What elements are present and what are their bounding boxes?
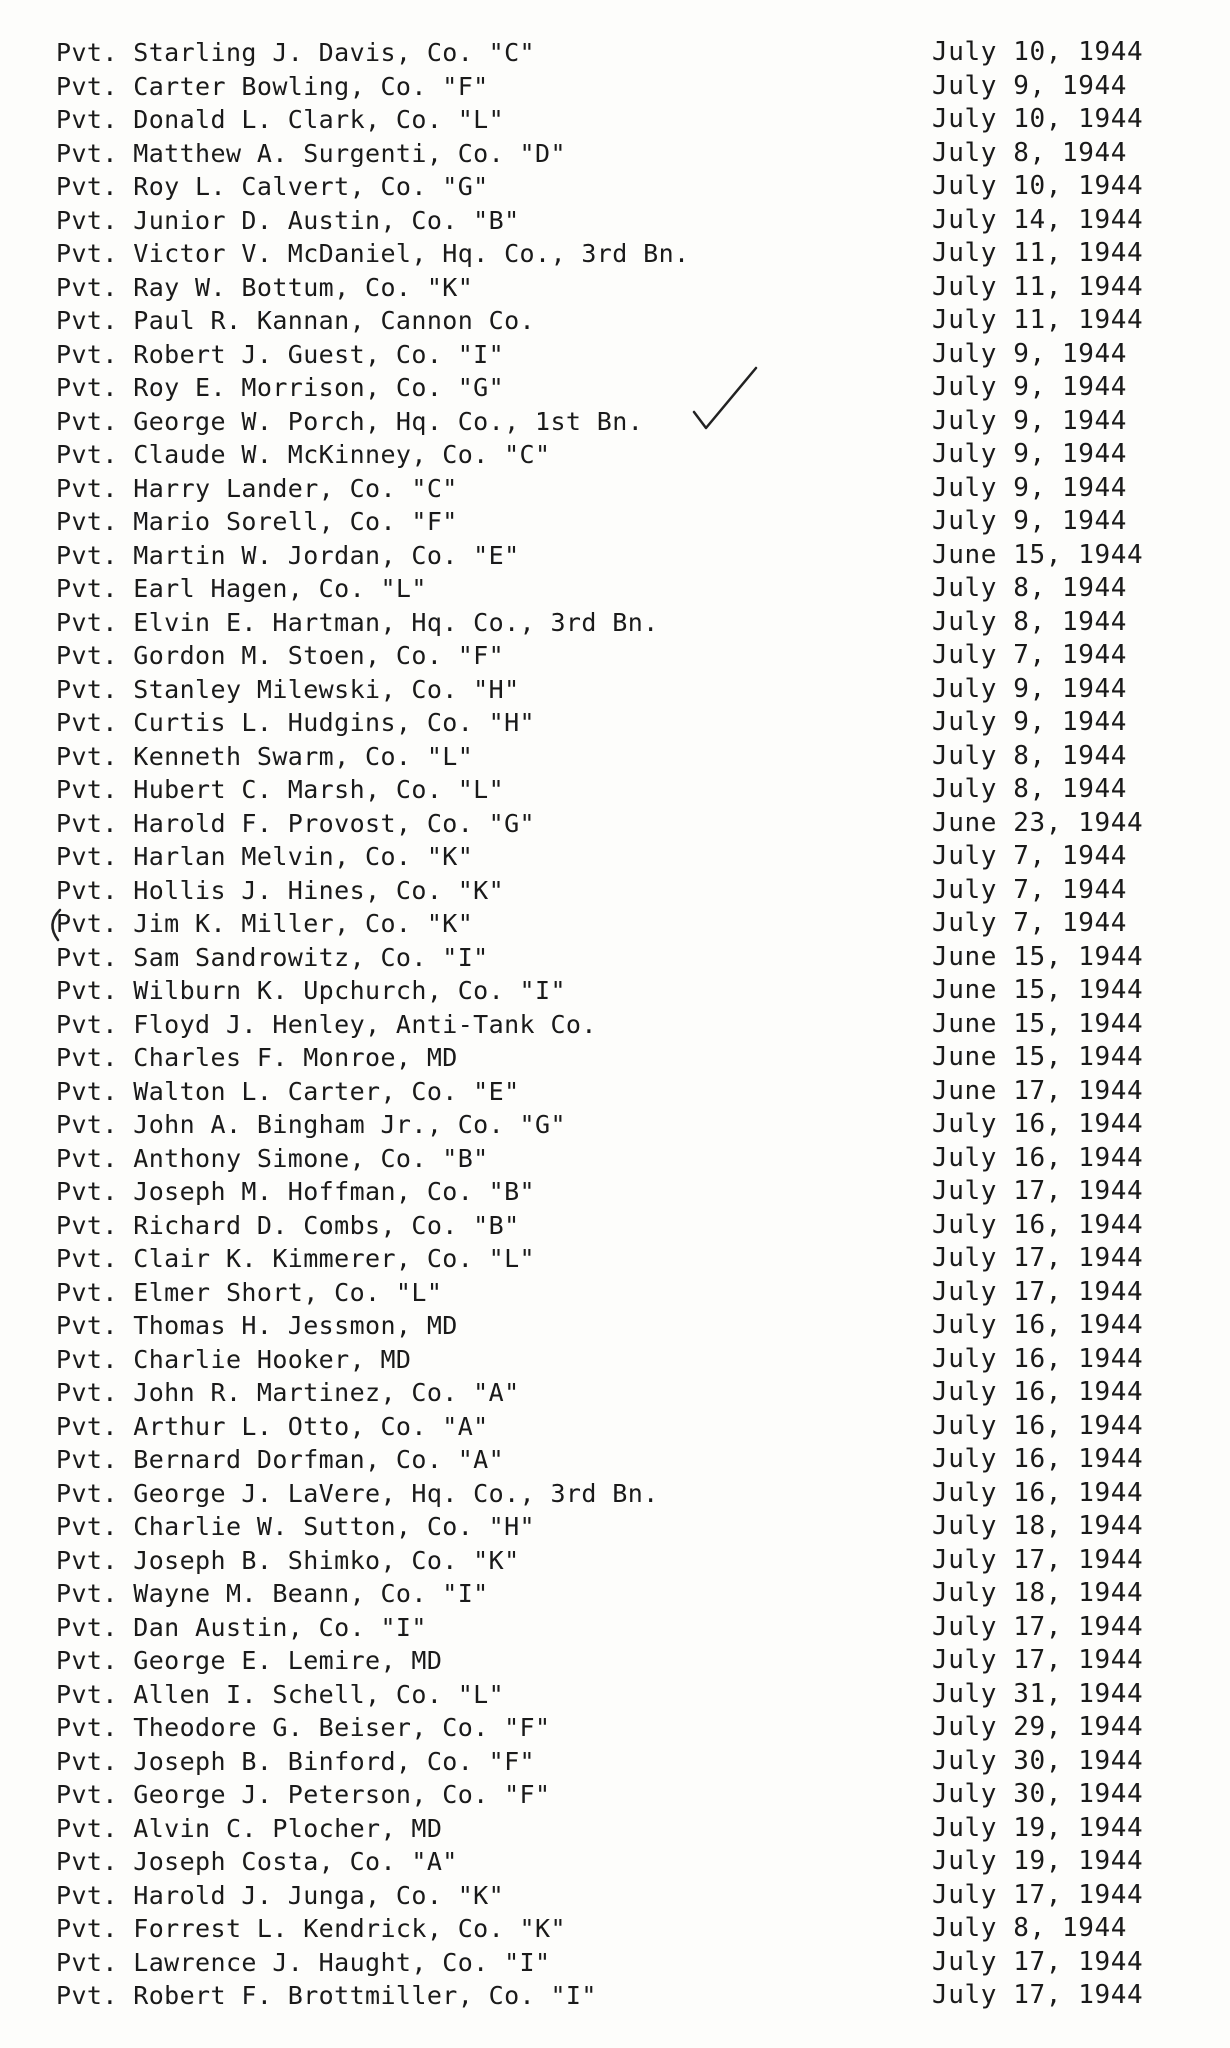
roster-row xyxy=(56,338,1176,372)
soldier-name: Pvt. Wilburn K. Upchurch, Co. "I" xyxy=(56,976,566,1005)
casualty-date: July 17, 1944 xyxy=(932,1879,1144,1910)
casualty-date: June 23, 1944 xyxy=(932,807,1144,838)
soldier-name: Pvt. Bernard Dorfman, Co. "A" xyxy=(56,1445,505,1474)
roster-row xyxy=(56,103,1176,137)
roster-row xyxy=(56,137,1176,171)
soldier-name: Pvt. George J. Peterson, Co. "F" xyxy=(56,1780,551,1809)
casualty-date: July 11, 1944 xyxy=(932,238,1144,268)
soldier-name: Pvt. George W. Porch, Hq. Co., 1st Bn. xyxy=(56,406,644,436)
casualty-date: June 15, 1944 xyxy=(932,941,1144,972)
roster-row xyxy=(56,271,1176,305)
roster-row xyxy=(56,874,1176,908)
soldier-name: Pvt. George E. Lemire, MD xyxy=(56,1646,443,1675)
casualty-date: July 8, 1944 xyxy=(932,137,1128,168)
soldier-name: Pvt. Carter Bowling, Co. "F" xyxy=(56,71,489,101)
soldier-name: Pvt. Stanley Milewski, Co. "H" xyxy=(56,674,520,704)
casualty-date: July 17, 1944 xyxy=(932,1544,1144,1575)
soldier-name: Pvt. Theodore G. Beiser, Co. "F" xyxy=(56,1713,551,1742)
soldier-name: Pvt. Charles F. Monroe, MD xyxy=(56,1043,458,1072)
casualty-date: July 8, 1944 xyxy=(932,774,1128,804)
soldier-name: Pvt. Lawrence J. Haught, Co. "I" xyxy=(56,1947,551,1977)
handwritten-parenthesis-icon xyxy=(44,908,64,942)
soldier-name: Pvt. Joseph B. Binford, Co. "F" xyxy=(56,1746,535,1776)
roster-row xyxy=(56,773,1176,807)
casualty-date: July 7, 1944 xyxy=(932,874,1128,905)
casualty-date: July 8, 1944 xyxy=(932,573,1128,603)
casualty-date: July 16, 1944 xyxy=(932,1109,1144,1139)
roster-row xyxy=(56,1845,1176,1879)
casualty-date: July 16, 1944 xyxy=(932,1310,1144,1340)
soldier-name: Pvt. Harlan Melvin, Co. "K" xyxy=(56,842,474,871)
soldier-name: Pvt. Harold F. Provost, Co. "G" xyxy=(56,808,535,838)
casualty-date: July 9, 1944 xyxy=(932,70,1128,101)
soldier-name: Pvt. Arthur L. Otto, Co. "A" xyxy=(56,1411,489,1441)
roster-row xyxy=(56,1611,1176,1645)
roster-row xyxy=(56,36,1176,70)
casualty-date: July 16, 1944 xyxy=(932,1444,1144,1474)
roster-row xyxy=(56,438,1176,472)
soldier-name: Pvt. Robert J. Guest, Co. "I" xyxy=(56,339,505,369)
roster-row xyxy=(56,1678,1176,1712)
roster-row xyxy=(56,1477,1176,1511)
soldier-name: Pvt. Elvin E. Hartman, Hq. Co., 3rd Bn. xyxy=(56,607,659,637)
roster-row xyxy=(56,170,1176,204)
casualty-date: July 9, 1944 xyxy=(932,338,1128,369)
soldier-name: Pvt. Victor V. McDaniel, Hq. Co., 3rd Bn. xyxy=(56,239,690,268)
roster-row xyxy=(56,1376,1176,1410)
soldier-name: Pvt. Richard D. Combs, Co. "B" xyxy=(56,1210,520,1240)
casualty-date: July 29, 1944 xyxy=(932,1712,1144,1742)
casualty-date: July 31, 1944 xyxy=(932,1678,1144,1709)
roster-row xyxy=(56,1209,1176,1243)
roster-row xyxy=(56,974,1176,1008)
casualty-date: June 15, 1944 xyxy=(932,539,1144,570)
casualty-date: July 7, 1944 xyxy=(932,841,1128,871)
casualty-date: July 17, 1944 xyxy=(932,1611,1144,1642)
casualty-date: July 17, 1944 xyxy=(932,1243,1144,1273)
soldier-name: Pvt. Roy E. Morrison, Co. "G" xyxy=(56,373,505,402)
soldier-name: Pvt. Wayne M. Beann, Co. "I" xyxy=(56,1579,489,1608)
soldier-name: Pvt. Mario Sorell, Co. "F" xyxy=(56,507,458,536)
roster-row xyxy=(56,1946,1176,1980)
roster-row xyxy=(56,1644,1176,1678)
casualty-date: July 9, 1944 xyxy=(932,673,1128,704)
casualty-date: July 11, 1944 xyxy=(932,271,1144,302)
soldier-name: Pvt. Floyd J. Henley, Anti-Tank Co. xyxy=(56,1009,597,1039)
roster-row xyxy=(56,1577,1176,1611)
casualty-date: July 7, 1944 xyxy=(932,908,1128,938)
roster-row xyxy=(56,572,1176,606)
casualty-date: July 16, 1944 xyxy=(932,1410,1144,1441)
casualty-date: July 10, 1944 xyxy=(932,104,1144,134)
casualty-date: July 17, 1944 xyxy=(932,1176,1144,1206)
roster-row xyxy=(56,1242,1176,1276)
roster-row xyxy=(56,204,1176,238)
casualty-date: July 19, 1944 xyxy=(932,1812,1144,1843)
soldier-name: Pvt. Jim K. Miller, Co. "K" xyxy=(56,909,474,938)
soldier-name: Pvt. Harry Lander, Co. "C" xyxy=(56,473,458,503)
roster-row xyxy=(56,1276,1176,1310)
soldier-name: Pvt. Anthony Simone, Co. "B" xyxy=(56,1143,489,1173)
casualty-date: July 8, 1944 xyxy=(932,740,1128,771)
soldier-name: Pvt. Joseph Costa, Co. "A" xyxy=(56,1847,458,1876)
soldier-name: Pvt. Curtis L. Hudgins, Co. "H" xyxy=(56,708,535,737)
soldier-name: Pvt. Junior D. Austin, Co. "B" xyxy=(56,205,520,235)
roster-row xyxy=(56,237,1176,271)
casualty-date: July 17, 1944 xyxy=(932,1276,1144,1307)
casualty-date: July 9, 1944 xyxy=(932,707,1128,737)
roster-row xyxy=(56,1745,1176,1779)
soldier-name: Pvt. Harold J. Junga, Co. "K" xyxy=(56,1880,505,1910)
soldier-name: Pvt. Charlie Hooker, MD xyxy=(56,1344,412,1374)
soldier-name: Pvt. Joseph B. Shimko, Co. "K" xyxy=(56,1545,520,1575)
roster-row xyxy=(56,807,1176,841)
casualty-date: June 17, 1944 xyxy=(932,1075,1144,1106)
roster-row xyxy=(56,1142,1176,1176)
roster-row xyxy=(56,1008,1176,1042)
casualty-date: July 16, 1944 xyxy=(932,1209,1144,1240)
casualty-date: July 30, 1944 xyxy=(932,1779,1144,1809)
roster-row xyxy=(56,1343,1176,1377)
casualty-date: July 18, 1944 xyxy=(932,1511,1144,1541)
roster-row xyxy=(56,740,1176,774)
roster-row xyxy=(56,673,1176,707)
casualty-date: July 16, 1944 xyxy=(932,1377,1144,1407)
soldier-name: Pvt. Allen I. Schell, Co. "L" xyxy=(56,1679,505,1709)
roster-row xyxy=(56,1778,1176,1812)
roster-row xyxy=(56,1879,1176,1913)
roster-row xyxy=(56,1443,1176,1477)
soldier-name: Pvt. Walton L. Carter, Co. "E" xyxy=(56,1076,520,1106)
casualty-date: July 16, 1944 xyxy=(932,1343,1144,1374)
soldier-name: Pvt. Charlie W. Sutton, Co. "H" xyxy=(56,1512,535,1541)
soldier-name: Pvt. Sam Sandrowitz, Co. "I" xyxy=(56,942,489,972)
casualty-date: July 7, 1944 xyxy=(932,640,1128,670)
casualty-date: July 14, 1944 xyxy=(932,204,1144,235)
roster-row xyxy=(56,472,1176,506)
soldier-name: Pvt. Gordon M. Stoen, Co. "F" xyxy=(56,641,505,670)
roster-row xyxy=(56,1812,1176,1846)
roster-row xyxy=(56,405,1176,439)
roster-row xyxy=(56,1711,1176,1745)
roster-row xyxy=(56,941,1176,975)
roster-row xyxy=(56,606,1176,640)
roster-row xyxy=(56,1309,1176,1343)
casualty-date: June 15, 1944 xyxy=(932,975,1144,1005)
soldier-name: Pvt. Claude W. McKinney, Co. "C" xyxy=(56,440,551,469)
soldier-name: Pvt. Earl Hagen, Co. "L" xyxy=(56,574,427,603)
soldier-name: Pvt. Donald L. Clark, Co. "L" xyxy=(56,105,505,134)
soldier-name: Pvt. George J. LaVere, Hq. Co., 3rd Bn. xyxy=(56,1478,659,1508)
roster-row xyxy=(56,539,1176,573)
casualty-date: July 16, 1944 xyxy=(932,1142,1144,1173)
casualty-date: July 17, 1944 xyxy=(932,1980,1144,2010)
roster-row xyxy=(56,505,1176,539)
roster-row xyxy=(56,1510,1176,1544)
roster-row xyxy=(56,1175,1176,1209)
soldier-name: Pvt. Ray W. Bottum, Co. "K" xyxy=(56,272,474,302)
casualty-date: June 15, 1944 xyxy=(932,1008,1144,1039)
casualty-date: July 10, 1944 xyxy=(932,171,1144,201)
soldier-name: Pvt. Forrest L. Kendrick, Co. "K" xyxy=(56,1914,566,1943)
soldier-name: Pvt. Hollis J. Hines, Co. "K" xyxy=(56,875,505,905)
casualty-date: July 30, 1944 xyxy=(932,1745,1144,1776)
casualty-date: July 9, 1944 xyxy=(932,405,1128,436)
soldier-name: Pvt. Starling J. Davis, Co. "C" xyxy=(56,38,535,67)
roster-row xyxy=(56,706,1176,740)
casualty-date: July 10, 1944 xyxy=(932,37,1144,67)
roster-row xyxy=(56,1912,1176,1946)
roster-row xyxy=(56,304,1176,338)
casualty-roster xyxy=(56,36,1176,2013)
soldier-name: Pvt. John A. Bingham Jr., Co. "G" xyxy=(56,1110,566,1139)
casualty-date: July 11, 1944 xyxy=(932,305,1144,335)
roster-row xyxy=(56,1410,1176,1444)
casualty-date: July 17, 1944 xyxy=(932,1645,1144,1675)
casualty-date: June 15, 1944 xyxy=(932,1042,1144,1072)
roster-row xyxy=(56,1544,1176,1578)
soldier-name: Pvt. Robert F. Brottmiller, Co. "I" xyxy=(56,1981,597,2010)
casualty-date: July 16, 1944 xyxy=(932,1477,1144,1508)
casualty-date: July 9, 1944 xyxy=(932,506,1128,536)
casualty-date: July 9, 1944 xyxy=(932,439,1128,469)
roster-row xyxy=(56,907,1176,941)
soldier-name: Pvt. Paul R. Kannan, Cannon Co. xyxy=(56,306,535,335)
soldier-name: Pvt. Clair K. Kimmerer, Co. "L" xyxy=(56,1244,535,1273)
checkmark-icon xyxy=(690,364,760,434)
casualty-date: July 8, 1944 xyxy=(932,606,1128,637)
casualty-date: July 9, 1944 xyxy=(932,372,1128,402)
soldier-name: Pvt. Joseph M. Hoffman, Co. "B" xyxy=(56,1177,535,1206)
casualty-date: July 8, 1944 xyxy=(932,1913,1128,1943)
soldier-name: Pvt. Hubert C. Marsh, Co. "L" xyxy=(56,775,505,804)
soldier-name: Pvt. Thomas H. Jessmon, MD xyxy=(56,1311,458,1340)
roster-row xyxy=(56,1979,1176,2013)
soldier-name: Pvt. Alvin C. Plocher, MD xyxy=(56,1813,443,1843)
roster-row xyxy=(56,1075,1176,1109)
casualty-date: July 17, 1944 xyxy=(932,1946,1144,1977)
roster-row xyxy=(56,1108,1176,1142)
casualty-date: July 18, 1944 xyxy=(932,1578,1144,1608)
soldier-name: Pvt. Matthew A. Surgenti, Co. "D" xyxy=(56,138,566,168)
casualty-date: July 19, 1944 xyxy=(932,1846,1144,1876)
roster-row xyxy=(56,840,1176,874)
roster-row xyxy=(56,371,1176,405)
roster-row xyxy=(56,1041,1176,1075)
roster-row xyxy=(56,639,1176,673)
soldier-name: Pvt. Elmer Short, Co. "L" xyxy=(56,1277,443,1307)
soldier-name: Pvt. Dan Austin, Co. "I" xyxy=(56,1612,427,1642)
casualty-date: July 9, 1944 xyxy=(932,472,1128,503)
soldier-name: Pvt. John R. Martinez, Co. "A" xyxy=(56,1378,520,1407)
roster-row xyxy=(56,70,1176,104)
soldier-name: Pvt. Martin W. Jordan, Co. "E" xyxy=(56,540,520,570)
soldier-name: Pvt. Kenneth Swarm, Co. "L" xyxy=(56,741,474,771)
soldier-name: Pvt. Roy L. Calvert, Co. "G" xyxy=(56,172,489,201)
